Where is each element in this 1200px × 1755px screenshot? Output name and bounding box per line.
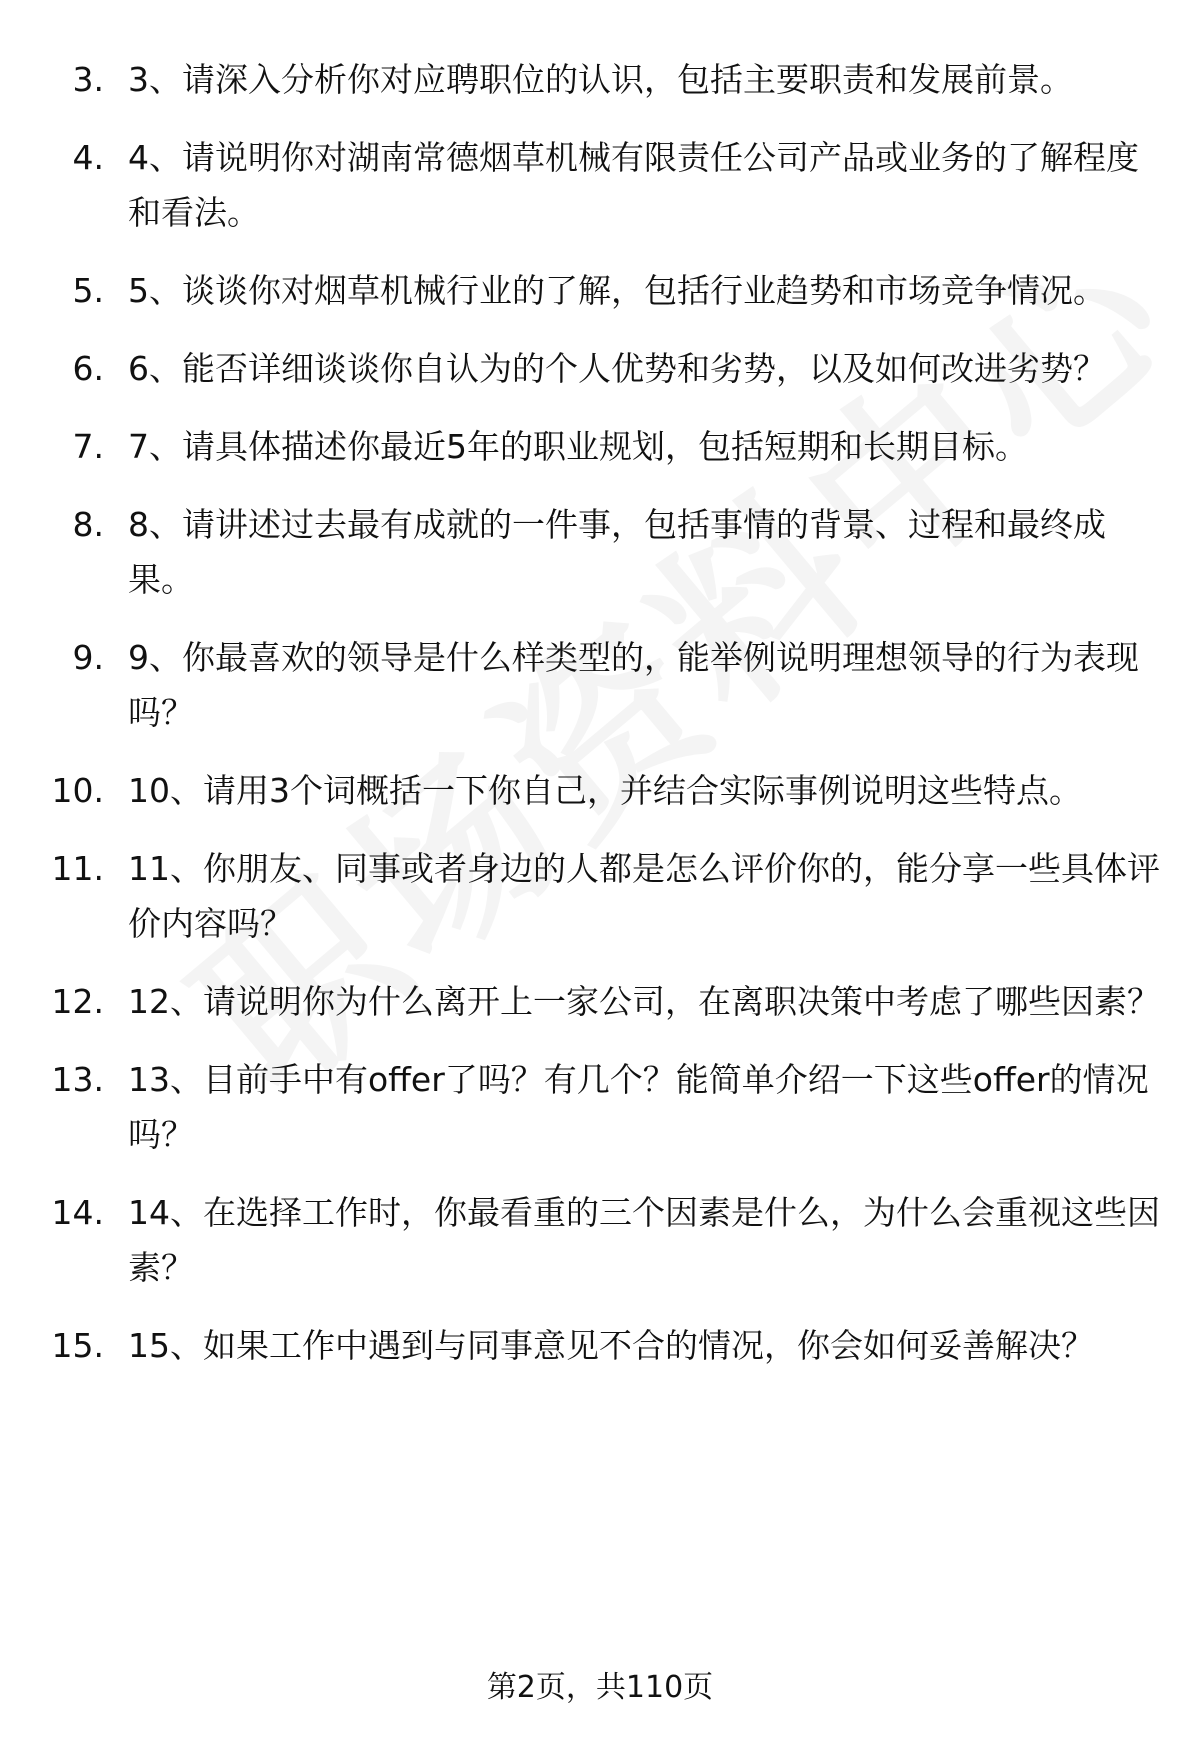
list-item-number: 13. xyxy=(51,1060,104,1099)
list-item-number: 3. xyxy=(72,60,104,99)
list-item xyxy=(0,497,1200,607)
list-item xyxy=(0,1052,1200,1162)
list-item-number: 7. xyxy=(72,427,104,466)
list-item-text: 5、谈谈你对烟草机械行业的了解，包括行业趋势和市场竞争情况。 xyxy=(128,271,1106,310)
list-item xyxy=(0,763,1200,818)
list-item-number: 15. xyxy=(51,1326,104,1365)
list-item-number: 9. xyxy=(72,638,104,677)
list-item xyxy=(0,1185,1200,1295)
list-item xyxy=(0,130,1200,240)
list-item-number: 6. xyxy=(72,349,104,388)
list-item-number: 4. xyxy=(72,138,104,177)
list-item-text: 10、请用3个词概括一下你自己，并结合实际事例说明这些特点。 xyxy=(128,771,1082,810)
list-item-text: 9、你最喜欢的领导是什么样类型的，能举例说明理想领导的行为表现吗？ xyxy=(128,638,1139,732)
list-item-text: 11、你朋友、同事或者身边的人都是怎么评价你的，能分享一些具体评价内容吗？ xyxy=(128,849,1160,943)
list-item xyxy=(0,419,1200,474)
list-item-number: 8. xyxy=(72,505,104,544)
page-number-footer: 第2页，共110页 xyxy=(486,1670,714,1705)
list-item-text: 4、请说明你对湖南常德烟草机械有限责任公司产品或业务的了解程度和看法。 xyxy=(128,138,1139,232)
list-item xyxy=(0,630,1200,740)
list-item xyxy=(0,263,1200,318)
list-item xyxy=(0,1318,1200,1373)
list-item xyxy=(0,52,1200,107)
list-item-number: 10. xyxy=(51,771,104,810)
list-item-text: 12、请说明你为什么离开上一家公司，在离职决策中考虑了哪些因素？ xyxy=(128,982,1160,1021)
list-item-number: 12. xyxy=(51,982,104,1021)
list-item xyxy=(0,974,1200,1029)
list-item-number: 5. xyxy=(72,271,104,310)
list-item-text: 8、请讲述过去最有成就的一件事，包括事情的背景、过程和最终成果。 xyxy=(128,505,1106,599)
list-item-text: 14、在选择工作时，你最看重的三个因素是什么，为什么会重视这些因素？ xyxy=(128,1193,1160,1287)
list-item-text: 13、目前手中有offer了吗？有几个？能简单介绍一下这些offer的情况吗？ xyxy=(128,1060,1149,1154)
list-item-number: 14. xyxy=(51,1193,104,1232)
question-list xyxy=(0,52,1200,1396)
list-item xyxy=(0,841,1200,951)
list-item-number: 11. xyxy=(51,849,104,888)
list-item xyxy=(0,341,1200,396)
list-item-text: 3、请深入分析你对应聘职位的认识，包括主要职责和发展前景。 xyxy=(128,60,1073,99)
list-item-text: 7、请具体描述你最近5年的职业规划，包括短期和长期目标。 xyxy=(128,427,1028,466)
list-item-text: 15、如果工作中遇到与同事意见不合的情况，你会如何妥善解决？ xyxy=(128,1326,1094,1365)
list-item-text: 6、能否详细谈谈你自认为的个人优势和劣势，以及如何改进劣势？ xyxy=(128,349,1106,388)
